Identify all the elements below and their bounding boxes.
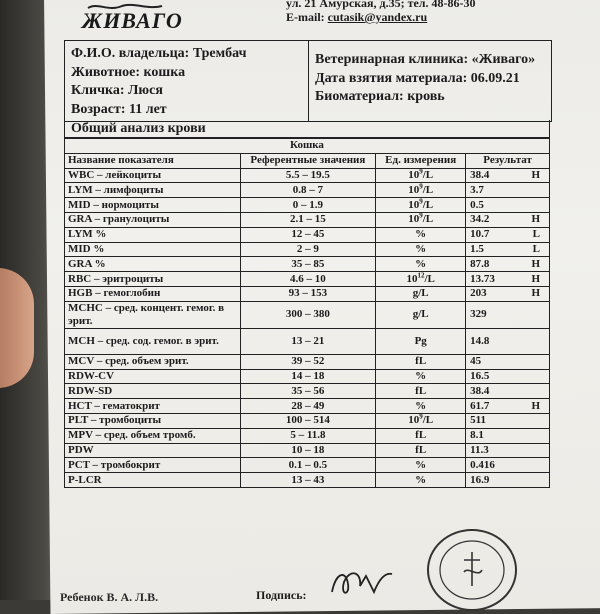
result-value: 14.8 [470, 334, 490, 347]
unit [376, 354, 466, 369]
table-row [65, 227, 550, 242]
clinic-email-link[interactable]: cutasik@yandex.ru [327, 10, 428, 24]
unit-base: % [415, 242, 427, 255]
table-row [65, 413, 550, 428]
col-header-unit: Ед. измерения [376, 153, 466, 168]
reference-range: 10 – 18 [240, 443, 376, 458]
result-value: 8.1 [470, 429, 484, 442]
clinic-logo-text: ЖИВАГО [82, 8, 183, 33]
clinic-email-line: E-mail: cutasik@yandex.ru [286, 10, 428, 24]
param-name: LYM % [65, 227, 241, 242]
table-row [65, 443, 550, 458]
result-value-cell [466, 183, 550, 198]
result-value: 38.4 [470, 168, 490, 181]
table-row [65, 384, 550, 399]
unit [376, 473, 466, 488]
unit [376, 443, 466, 458]
unit-base: % [415, 369, 427, 382]
unit-exponent: 9 [419, 196, 423, 205]
result-value: 329 [470, 308, 487, 321]
reference-range: 13 – 21 [240, 328, 376, 354]
param-name: HCT – гематокрит [65, 399, 241, 414]
result-value-cell [466, 473, 550, 488]
result-value: 0.5 [470, 198, 484, 211]
table-row [65, 458, 550, 473]
table-row [65, 168, 550, 183]
unit [376, 168, 466, 183]
table-row [65, 369, 550, 384]
reference-range: 0 – 1.9 [240, 198, 376, 213]
clinic-address: ул. 21 Амурская, д.35; тел. 48-86-30 [286, 0, 476, 10]
result-value: 38.4 [470, 384, 490, 397]
unit-tail: /L [422, 183, 434, 196]
unit [376, 399, 466, 414]
reference-range: 13 – 43 [240, 473, 376, 488]
result-value: 203 [470, 287, 487, 300]
param-name: PDW [65, 443, 241, 458]
unit-tail: /L [422, 213, 434, 226]
unit [376, 198, 466, 213]
result-value-cell [466, 354, 550, 369]
unit-base: % [415, 458, 427, 471]
unit [376, 272, 466, 287]
param-name: MCHC – сред. концент. гемог. в эрит. [65, 301, 241, 328]
unit-tail: /L [422, 414, 434, 427]
result-flag: H [531, 287, 540, 300]
unit [376, 413, 466, 428]
result-value-cell [466, 328, 550, 354]
reference-range: 39 – 52 [240, 354, 376, 369]
reference-range: 0.1 – 0.5 [240, 458, 376, 473]
result-value: 45 [470, 355, 482, 368]
patient-info-left [65, 41, 309, 121]
param-name: PLT – тромбоциты [65, 413, 241, 428]
age-field: Возраст: 11 лет [71, 101, 167, 117]
reference-range: 0.8 – 7 [240, 183, 376, 198]
col-header-result: Результат [466, 153, 550, 168]
reference-range: 100 – 514 [240, 413, 376, 428]
param-name: GRA – гранулоциты [65, 212, 241, 227]
result-value-cell [466, 242, 550, 257]
blood-results-table [64, 138, 550, 488]
result-value-cell [466, 198, 550, 213]
unit-base: fL [415, 429, 427, 442]
unit-base: Pg [414, 334, 427, 347]
result-value-cell [466, 286, 550, 301]
param-name: RBC – эритроциты [65, 272, 241, 287]
result-flag: H [531, 272, 540, 285]
unit-base: 10 [406, 272, 418, 285]
result-value-cell [466, 399, 550, 414]
reference-range: 35 – 85 [240, 257, 376, 272]
results-body [65, 168, 550, 487]
table-row [65, 328, 550, 354]
result-value: 11.3 [470, 443, 489, 456]
result-value: 1.5 [470, 242, 484, 255]
table-row [65, 198, 550, 213]
result-value-cell [466, 212, 550, 227]
unit [376, 257, 466, 272]
result-value: 16.5 [470, 369, 490, 382]
result-value: 34.2 [470, 213, 490, 226]
result-value-cell [466, 168, 550, 183]
col-header-ref: Референтные значения [240, 153, 376, 168]
clinic-stamp [420, 522, 520, 612]
unit-base: 10 [408, 213, 420, 226]
reference-range: 4.6 – 10 [240, 272, 376, 287]
species-row [65, 139, 550, 154]
pet-name-field: Кличка: Люся [71, 83, 163, 98]
clinic-field: Ветеринарная клиника: «Живаго» [315, 52, 536, 67]
unit [376, 286, 466, 301]
result-value: 13.73 [470, 272, 495, 285]
result-value-cell [466, 257, 550, 272]
result-flag: L [532, 242, 540, 255]
table-row [65, 242, 550, 257]
unit-tail: /L [424, 272, 435, 285]
unit-tail: /L [422, 198, 434, 211]
result-value-cell [466, 384, 550, 399]
result-value-cell [466, 369, 550, 384]
param-name: MPV – сред. объем тромб. [65, 428, 241, 443]
param-name: MCH – сред. сод. гемог. в эрит. [65, 328, 241, 354]
result-value-cell [466, 301, 550, 328]
unit-base: % [415, 228, 427, 241]
unit-base: g/L [412, 287, 429, 300]
owner-field: Ф.И.О. владельца: Трембач [71, 46, 247, 61]
result-value-cell [466, 428, 550, 443]
reference-range: 300 – 380 [240, 301, 376, 328]
result-value: 10.7 [470, 228, 490, 241]
reference-range: 28 – 49 [240, 399, 376, 414]
unit [376, 384, 466, 399]
unit-base: fL [415, 355, 427, 368]
reference-range: 5.5 – 19.5 [240, 168, 376, 183]
unit-base: 10 [408, 183, 420, 196]
unit-exponent: 9 [419, 167, 423, 176]
table-row [65, 428, 550, 443]
unit-exponent: 9 [419, 182, 423, 191]
unit [376, 212, 466, 227]
param-name: MID – нормоциты [65, 198, 241, 213]
table-row [65, 286, 550, 301]
column-header-row [65, 153, 550, 168]
result-value: 511 [470, 414, 487, 427]
result-value: 61.7 [470, 399, 490, 412]
result-flag: H [531, 399, 540, 412]
unit-exponent: 9 [419, 412, 423, 421]
patient-info-box [64, 40, 552, 122]
result-value-cell [466, 272, 550, 287]
table-row [65, 212, 550, 227]
table-row [65, 183, 550, 198]
reference-range: 93 – 153 [240, 286, 376, 301]
reference-range: 2.1 – 15 [240, 212, 376, 227]
table-row [65, 399, 550, 414]
biomaterial-field: Биоматериал: кровь [315, 89, 445, 104]
unit-base: fL [415, 384, 427, 397]
unit-base: g/L [412, 308, 429, 321]
param-name: WBC – лейкоциты [65, 168, 241, 183]
result-value: 3.7 [470, 183, 484, 196]
unit-base: 10 [408, 168, 420, 181]
unit-base: 10 [408, 198, 420, 211]
doctor-name: Ребенок В. А. Л.В. [60, 590, 159, 604]
result-value: 16.9 [470, 473, 490, 486]
unit [376, 369, 466, 384]
result-flag: H [531, 168, 540, 181]
result-value-cell [466, 227, 550, 242]
result-flag: L [532, 228, 540, 241]
reference-range: 35 – 56 [240, 384, 376, 399]
table-row [65, 257, 550, 272]
col-header-name: Название показателя [65, 153, 241, 168]
result-flag: H [531, 257, 540, 270]
result-value: 87.8 [470, 257, 490, 270]
unit-base: fL [415, 443, 427, 456]
param-name: PCT – тромбокрит [65, 458, 241, 473]
signature-label: Подпись: [256, 588, 307, 602]
table-row [65, 473, 550, 488]
result-value-cell [466, 413, 550, 428]
unit [376, 227, 466, 242]
result-value-cell [466, 458, 550, 473]
param-name: MID % [65, 242, 241, 257]
unit-exponent: 12 [417, 270, 425, 279]
param-name: GRA % [65, 257, 241, 272]
unit [376, 458, 466, 473]
thumb-holding-paper [0, 268, 34, 388]
signature-scribble [322, 562, 412, 602]
analysis-title: Общий анализ крови [64, 120, 550, 138]
unit-base: % [415, 257, 427, 270]
sample-date-field: Дата взятия материала: 06.09.21 [315, 70, 520, 86]
table-row [65, 301, 550, 328]
patient-info-right [309, 41, 551, 121]
param-name: RDW-CV [65, 369, 241, 384]
unit [376, 301, 466, 328]
unit-exponent: 9 [419, 211, 423, 220]
unit-base: % [415, 399, 427, 412]
table-row [65, 272, 550, 287]
reference-range: 2 – 9 [240, 242, 376, 257]
species-header: Кошка [65, 139, 550, 154]
result-flag: H [531, 213, 540, 226]
reference-range: 12 – 45 [240, 227, 376, 242]
unit [376, 183, 466, 198]
result-value: 0.416 [470, 458, 495, 471]
param-name: HGB – гемоглобин [65, 286, 241, 301]
animal-field: Животное: кошка [71, 64, 186, 80]
table-row [65, 354, 550, 369]
param-name: LYM – лимфоциты [65, 183, 241, 198]
param-name: MCV – сред. объем эрит. [65, 354, 241, 369]
unit [376, 328, 466, 354]
unit-base: % [415, 473, 427, 486]
reference-range: 5 – 11.8 [240, 428, 376, 443]
unit-base: 10 [408, 414, 420, 427]
result-value-cell [466, 443, 550, 458]
param-name: RDW-SD [65, 384, 241, 399]
email-label: E-mail [286, 10, 321, 24]
unit [376, 428, 466, 443]
unit-tail: /L [422, 168, 434, 181]
reference-range: 14 – 18 [240, 369, 376, 384]
param-name: P-LCR [65, 473, 241, 488]
unit [376, 242, 466, 257]
